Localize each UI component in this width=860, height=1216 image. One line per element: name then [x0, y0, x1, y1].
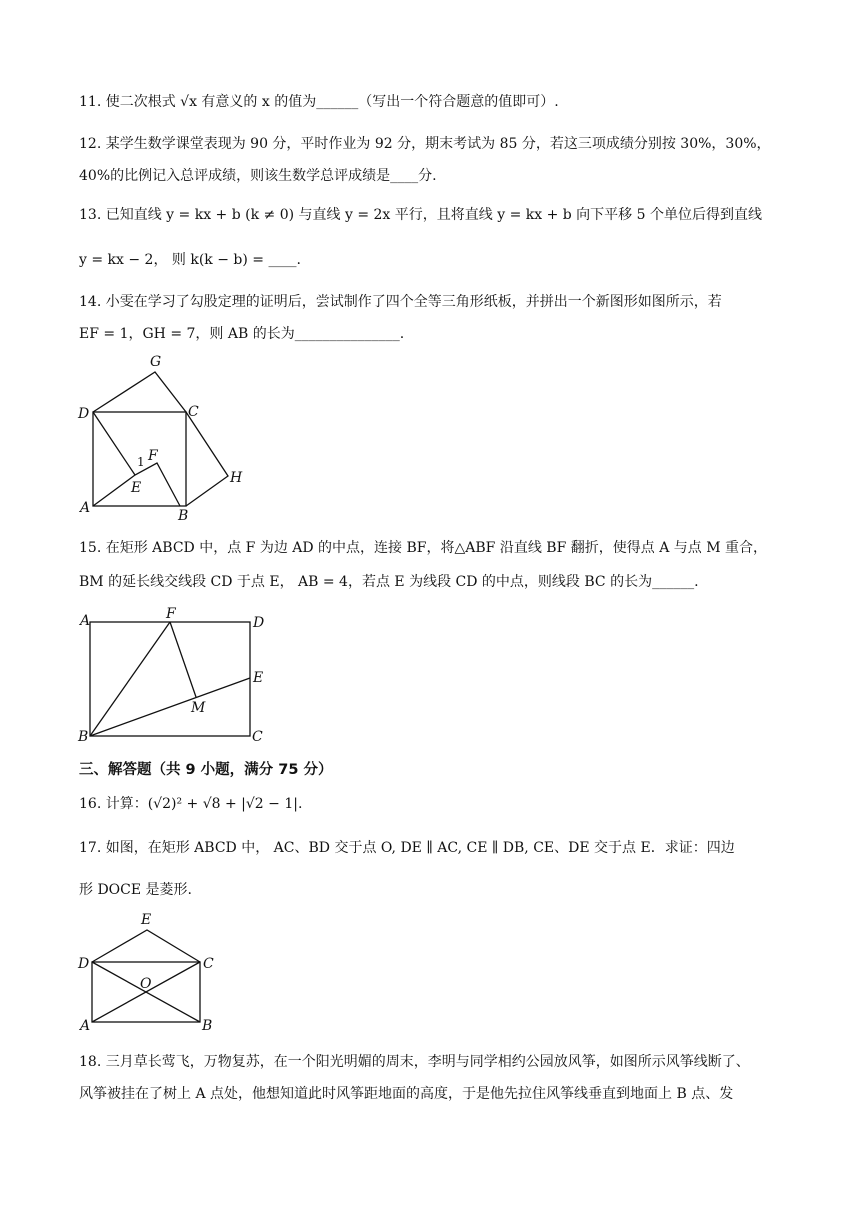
- q15-segment-be: [90, 678, 250, 736]
- q17-line2: 形 DOCE 是菱形.: [79, 882, 192, 898]
- q17-label-o: O: [140, 976, 152, 992]
- q14-label-h: H: [230, 470, 243, 486]
- q17-label-a: A: [80, 1018, 91, 1034]
- q14-label-c: C: [188, 404, 199, 420]
- q15-label-d: D: [253, 615, 265, 631]
- q15-segment-fm: [170, 622, 196, 697]
- q14-label-b: B: [178, 508, 189, 524]
- q17-label-c: C: [203, 956, 214, 972]
- q13-line2: y = kx − 2， 则 k(k − b) = ____.: [79, 252, 301, 268]
- q14-label-f: F: [148, 448, 158, 464]
- q15-label-a: A: [80, 613, 91, 629]
- q17-label-e: E: [141, 912, 152, 928]
- q14-label-g: G: [150, 354, 162, 370]
- q15-figure: [72, 605, 272, 750]
- q14-line1: 14. 小雯在学习了勾股定理的证明后，尝试制作了四个全等三角形纸板，并拼出一个新图形如图所示，若: [79, 294, 722, 310]
- q17-label-b: B: [202, 1018, 213, 1034]
- q17-line1: 17. 如图，在矩形 ABCD 中， AC、BD 交于点 O, DE ∥ AC, CE ∥ DB, CE、DE 交于点 E．求证：四边: [79, 840, 735, 856]
- q14-label-a: A: [80, 500, 91, 516]
- q15-line1: 15. 在矩形 ABCD 中，点 F 为边 AD 的中点，连接 BF，将△ABF 沿直线 BF 翻折，使得点 A 与点 M 重合，: [79, 540, 767, 556]
- q15-rectangle: [90, 622, 250, 736]
- q15-label-b: B: [78, 729, 89, 745]
- q17-label-d: D: [78, 956, 90, 972]
- q15-label-f: F: [166, 606, 176, 622]
- q16-line1: 16. 计算：(√2)² + √8 + |√2 − 1|.: [79, 796, 303, 812]
- q14-line2: EF = 1，GH = 7，则 AB 的长为_______________.: [79, 326, 405, 342]
- q14-label-1: 1: [137, 455, 145, 469]
- q17-figure: [72, 908, 222, 1033]
- q11-line1: 11. 使二次根式 √x 有意义的 x 的值为______（写出一个符合题意的值即可）.: [79, 94, 559, 110]
- q14-figure: [70, 350, 260, 525]
- q17-triangle-dec: [92, 930, 200, 962]
- q14-triangle-dgc: [93, 372, 186, 412]
- q12-line1: 12. 某学生数学课堂表现为 90 分，平时作业为 92 分，期末考试为 85 分，若这三项成绩分别按 30%，30%，: [79, 136, 771, 152]
- q14-label-d: D: [78, 406, 90, 422]
- q15-line2: BM 的延长线交线段 CD 于点 E， AB = 4，若点 E 为线段 CD 的中点，则线段 BC 的长为______.: [79, 574, 699, 590]
- q14-triangle-chb: [186, 412, 228, 506]
- q15-label-m: M: [191, 700, 206, 716]
- q15-segment-bf: [90, 622, 170, 736]
- q14-segment-de: [93, 412, 135, 475]
- section3-heading: 三、解答题（共 9 小题，满分 75 分）: [79, 762, 333, 778]
- q18-line1: 18. 三月草长莺飞，万物复苏，在一个阳光明媚的周末，李明与同学相约公园放风筝，如图所示风筝线断了、: [79, 1054, 750, 1070]
- q12-line2: 40%的比例记入总评成绩，则该生数学总评成绩是____分.: [79, 168, 437, 184]
- q13-line1: 13. 已知直线 y = kx + b (k ≠ 0) 与直线 y = 2x 平行，且将直线 y = kx + b 向下平移 5 个单位后得到直线: [79, 207, 762, 223]
- q14-label-e: E: [131, 480, 142, 496]
- q15-label-c: C: [252, 729, 263, 745]
- q15-label-e: E: [253, 670, 264, 686]
- q18-line2: 风筝被挂在了树上 A 点处，他想知道此时风筝距地面的高度，于是他先拉住风筝线垂直到地面上 B 点、发: [79, 1086, 734, 1102]
